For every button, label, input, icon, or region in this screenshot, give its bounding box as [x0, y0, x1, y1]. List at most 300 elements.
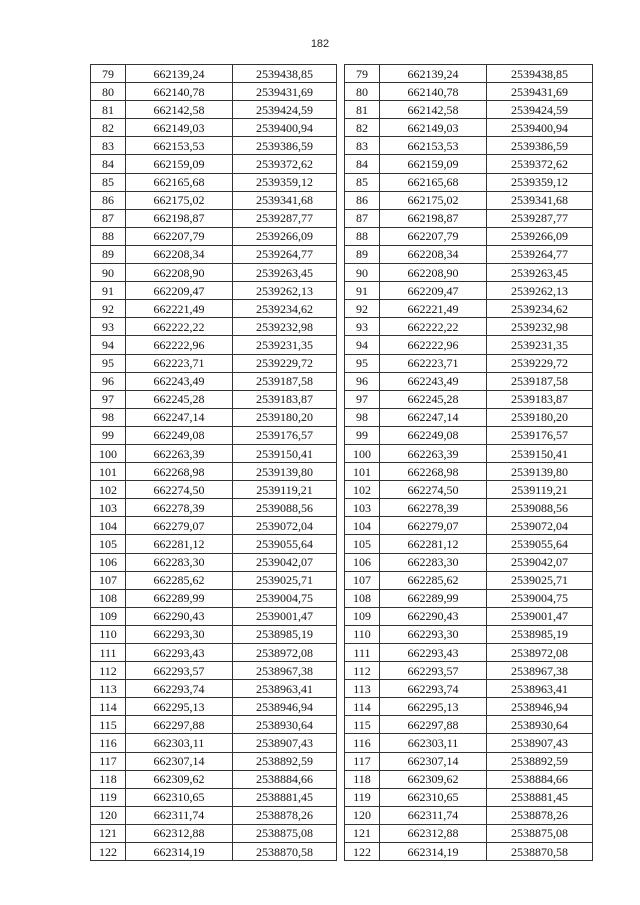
point-number-cell: 104 [91, 517, 126, 535]
table-row [345, 806, 593, 824]
y-coordinate-cell: 2539232,98 [487, 318, 593, 336]
y-coordinate-cell: 2538907,43 [487, 734, 593, 752]
x-coordinate-cell: 662295,13 [126, 698, 233, 716]
x-coordinate-cell: 662245,28 [126, 390, 233, 408]
y-coordinate-cell: 2538878,26 [233, 806, 337, 824]
point-number-cell: 101 [91, 463, 126, 481]
table-row [91, 119, 337, 137]
y-coordinate-cell: 2539088,56 [233, 499, 337, 517]
table-row [91, 209, 337, 227]
y-coordinate-cell: 2538972,08 [487, 644, 593, 662]
point-number-cell: 95 [345, 354, 380, 372]
y-coordinate-cell: 2539231,35 [487, 336, 593, 354]
y-coordinate-cell: 2539438,85 [487, 65, 593, 83]
y-coordinate-cell: 2539287,77 [487, 209, 593, 227]
point-number-cell: 92 [91, 300, 126, 318]
x-coordinate-cell: 662208,90 [380, 264, 487, 282]
table-row [91, 264, 337, 282]
point-number-cell: 122 [345, 843, 380, 861]
x-coordinate-cell: 662293,74 [380, 680, 487, 698]
x-coordinate-cell: 662263,39 [380, 444, 487, 462]
table-row [345, 119, 593, 137]
table-row [345, 770, 593, 788]
x-coordinate-cell: 662153,53 [126, 137, 233, 155]
point-number-cell: 101 [345, 463, 380, 481]
y-coordinate-cell: 2539072,04 [487, 517, 593, 535]
point-number-cell: 115 [345, 716, 380, 734]
table-row [91, 752, 337, 770]
point-number-cell: 80 [91, 83, 126, 101]
table-row [91, 137, 337, 155]
x-coordinate-cell: 662310,65 [126, 788, 233, 806]
point-number-cell: 86 [91, 191, 126, 209]
y-coordinate-cell: 2539119,21 [487, 481, 593, 499]
y-coordinate-cell: 2539232,98 [233, 318, 337, 336]
y-coordinate-cell: 2539341,68 [233, 191, 337, 209]
table-row [91, 824, 337, 842]
x-coordinate-cell: 662307,14 [126, 752, 233, 770]
x-coordinate-cell: 662297,88 [126, 716, 233, 734]
table-row [91, 300, 337, 318]
y-coordinate-cell: 2539001,47 [487, 607, 593, 625]
point-number-cell: 117 [91, 752, 126, 770]
table-row [345, 680, 593, 698]
y-coordinate-cell: 2539088,56 [487, 499, 593, 517]
x-coordinate-cell: 662295,13 [380, 698, 487, 716]
y-coordinate-cell: 2539139,80 [487, 463, 593, 481]
point-number-cell: 98 [91, 408, 126, 426]
x-coordinate-cell: 662303,11 [380, 734, 487, 752]
y-coordinate-cell: 2539234,62 [233, 300, 337, 318]
x-coordinate-cell: 662314,19 [126, 843, 233, 861]
point-number-cell: 99 [91, 426, 126, 444]
x-coordinate-cell: 662293,57 [126, 662, 233, 680]
x-coordinate-cell: 662293,43 [380, 644, 487, 662]
table-row [91, 101, 337, 119]
y-coordinate-cell: 2539438,85 [233, 65, 337, 83]
y-coordinate-cell: 2538946,94 [487, 698, 593, 716]
point-number-cell: 112 [91, 662, 126, 680]
y-coordinate-cell: 2538881,45 [233, 788, 337, 806]
point-number-cell: 104 [345, 517, 380, 535]
table-row [91, 571, 337, 589]
point-number-cell: 93 [345, 318, 380, 336]
point-number-cell: 83 [91, 137, 126, 155]
table-row [345, 824, 593, 842]
y-coordinate-cell: 2538870,58 [487, 843, 593, 861]
x-coordinate-cell: 662222,22 [126, 318, 233, 336]
x-coordinate-cell: 662149,03 [380, 119, 487, 137]
point-number-cell: 90 [345, 264, 380, 282]
point-number-cell: 118 [345, 770, 380, 788]
point-number-cell: 102 [345, 481, 380, 499]
point-number-cell: 100 [91, 444, 126, 462]
table-row [345, 65, 593, 83]
table-row [345, 282, 593, 300]
point-number-cell: 96 [345, 372, 380, 390]
point-number-cell: 94 [91, 336, 126, 354]
table-row [91, 463, 337, 481]
point-number-cell: 83 [345, 137, 380, 155]
table-row [345, 698, 593, 716]
x-coordinate-cell: 662311,74 [380, 806, 487, 824]
x-coordinate-cell: 662208,34 [126, 245, 233, 263]
y-coordinate-cell: 2538946,94 [233, 698, 337, 716]
x-coordinate-cell: 662307,14 [380, 752, 487, 770]
x-coordinate-cell: 662278,39 [126, 499, 233, 517]
y-coordinate-cell: 2539183,87 [487, 390, 593, 408]
x-coordinate-cell: 662303,11 [126, 734, 233, 752]
table-row [345, 607, 593, 625]
table-row [91, 770, 337, 788]
table-row [345, 408, 593, 426]
point-number-cell: 89 [91, 245, 126, 263]
x-coordinate-cell: 662247,14 [380, 408, 487, 426]
coordinates-table-left [90, 64, 337, 861]
x-coordinate-cell: 662309,62 [380, 770, 487, 788]
point-number-cell: 118 [91, 770, 126, 788]
x-coordinate-cell: 662312,88 [126, 824, 233, 842]
y-coordinate-cell: 2539263,45 [233, 264, 337, 282]
point-number-cell: 103 [345, 499, 380, 517]
point-number-cell: 115 [91, 716, 126, 734]
table-row [345, 444, 593, 462]
table-row [91, 390, 337, 408]
x-coordinate-cell: 662247,14 [126, 408, 233, 426]
y-coordinate-cell: 2539424,59 [233, 101, 337, 119]
point-number-cell: 80 [345, 83, 380, 101]
table-row [91, 716, 337, 734]
table-row [345, 481, 593, 499]
y-coordinate-cell: 2539263,45 [487, 264, 593, 282]
y-coordinate-cell: 2539400,94 [487, 119, 593, 137]
point-number-cell: 106 [345, 553, 380, 571]
x-coordinate-cell: 662175,02 [126, 191, 233, 209]
point-number-cell: 88 [91, 227, 126, 245]
x-coordinate-cell: 662290,43 [126, 607, 233, 625]
table-row [345, 499, 593, 517]
x-coordinate-cell: 662283,30 [126, 553, 233, 571]
x-coordinate-cell: 662245,28 [380, 390, 487, 408]
table-row [345, 589, 593, 607]
y-coordinate-cell: 2539264,77 [233, 245, 337, 263]
point-number-cell: 84 [91, 155, 126, 173]
x-coordinate-cell: 662309,62 [126, 770, 233, 788]
y-coordinate-cell: 2539042,07 [233, 553, 337, 571]
x-coordinate-cell: 662153,53 [380, 137, 487, 155]
x-coordinate-cell: 662209,47 [380, 282, 487, 300]
point-number-cell: 100 [345, 444, 380, 462]
point-number-cell: 102 [91, 481, 126, 499]
point-number-cell: 116 [345, 734, 380, 752]
table-row [91, 426, 337, 444]
table-row [345, 300, 593, 318]
table-row [91, 499, 337, 517]
point-number-cell: 113 [91, 680, 126, 698]
x-coordinate-cell: 662139,24 [380, 65, 487, 83]
point-number-cell: 117 [345, 752, 380, 770]
x-coordinate-cell: 662281,12 [126, 535, 233, 553]
table-row [91, 83, 337, 101]
y-coordinate-cell: 2538892,59 [487, 752, 593, 770]
table-row [91, 481, 337, 499]
y-coordinate-cell: 2539359,12 [487, 173, 593, 191]
y-coordinate-cell: 2538884,66 [487, 770, 593, 788]
x-coordinate-cell: 662285,62 [126, 571, 233, 589]
y-coordinate-cell: 2539372,62 [487, 155, 593, 173]
point-number-cell: 97 [91, 390, 126, 408]
point-number-cell: 105 [345, 535, 380, 553]
y-coordinate-cell: 2539001,47 [233, 607, 337, 625]
y-coordinate-cell: 2539176,57 [487, 426, 593, 444]
table-row [91, 517, 337, 535]
table-row [91, 698, 337, 716]
x-coordinate-cell: 662274,50 [380, 481, 487, 499]
table-row [345, 788, 593, 806]
y-coordinate-cell: 2539359,12 [233, 173, 337, 191]
table-row [345, 101, 593, 119]
point-number-cell: 107 [345, 571, 380, 589]
y-coordinate-cell: 2538985,19 [233, 625, 337, 643]
y-coordinate-cell: 2538930,64 [233, 716, 337, 734]
point-number-cell: 120 [345, 806, 380, 824]
x-coordinate-cell: 662310,65 [380, 788, 487, 806]
point-number-cell: 106 [91, 553, 126, 571]
y-coordinate-cell: 2539139,80 [233, 463, 337, 481]
y-coordinate-cell: 2539231,35 [233, 336, 337, 354]
y-coordinate-cell: 2539176,57 [233, 426, 337, 444]
point-number-cell: 107 [91, 571, 126, 589]
table-row [91, 553, 337, 571]
point-number-cell: 87 [345, 209, 380, 227]
point-number-cell: 84 [345, 155, 380, 173]
y-coordinate-cell: 2539386,59 [487, 137, 593, 155]
point-number-cell: 112 [345, 662, 380, 680]
table-row [345, 191, 593, 209]
point-number-cell: 81 [345, 101, 380, 119]
table-row [91, 589, 337, 607]
y-coordinate-cell: 2538963,41 [487, 680, 593, 698]
x-coordinate-cell: 662263,39 [126, 444, 233, 462]
table-row [345, 517, 593, 535]
table-row [91, 191, 337, 209]
table-row [345, 209, 593, 227]
point-number-cell: 119 [91, 788, 126, 806]
table-row [345, 155, 593, 173]
y-coordinate-cell: 2539266,09 [487, 227, 593, 245]
y-coordinate-cell: 2538881,45 [487, 788, 593, 806]
table-row [345, 843, 593, 861]
y-coordinate-cell: 2538907,43 [233, 734, 337, 752]
point-number-cell: 113 [345, 680, 380, 698]
x-coordinate-cell: 662175,02 [380, 191, 487, 209]
table-row [345, 426, 593, 444]
x-coordinate-cell: 662140,78 [126, 83, 233, 101]
x-coordinate-cell: 662281,12 [380, 535, 487, 553]
y-coordinate-cell: 2538967,38 [487, 662, 593, 680]
x-coordinate-cell: 662274,50 [126, 481, 233, 499]
x-coordinate-cell: 662293,43 [126, 644, 233, 662]
point-number-cell: 109 [91, 607, 126, 625]
point-number-cell: 103 [91, 499, 126, 517]
table-row [345, 354, 593, 372]
coordinates-table-right [344, 64, 593, 861]
point-number-cell: 105 [91, 535, 126, 553]
point-number-cell: 95 [91, 354, 126, 372]
y-coordinate-cell: 2538875,08 [233, 824, 337, 842]
y-coordinate-cell: 2539400,94 [233, 119, 337, 137]
y-coordinate-cell: 2539025,71 [233, 571, 337, 589]
table-row [91, 843, 337, 861]
x-coordinate-cell: 662279,07 [126, 517, 233, 535]
table-row [345, 734, 593, 752]
x-coordinate-cell: 662140,78 [380, 83, 487, 101]
table-row [91, 680, 337, 698]
point-number-cell: 108 [91, 589, 126, 607]
point-number-cell: 99 [345, 426, 380, 444]
point-number-cell: 121 [345, 824, 380, 842]
x-coordinate-cell: 662314,19 [380, 843, 487, 861]
y-coordinate-cell: 2539287,77 [233, 209, 337, 227]
x-coordinate-cell: 662165,68 [126, 173, 233, 191]
x-coordinate-cell: 662268,98 [126, 463, 233, 481]
y-coordinate-cell: 2539180,20 [487, 408, 593, 426]
y-coordinate-cell: 2539150,41 [233, 444, 337, 462]
x-coordinate-cell: 662142,58 [126, 101, 233, 119]
table-row [91, 282, 337, 300]
y-coordinate-cell: 2539341,68 [487, 191, 593, 209]
point-number-cell: 121 [91, 824, 126, 842]
y-coordinate-cell: 2539004,75 [487, 589, 593, 607]
table-row [91, 625, 337, 643]
y-coordinate-cell: 2538930,64 [487, 716, 593, 734]
x-coordinate-cell: 662297,88 [380, 716, 487, 734]
point-number-cell: 86 [345, 191, 380, 209]
table-row [345, 390, 593, 408]
table-row [345, 137, 593, 155]
table-row [345, 463, 593, 481]
point-number-cell: 108 [345, 589, 380, 607]
x-coordinate-cell: 662159,09 [380, 155, 487, 173]
x-coordinate-cell: 662159,09 [126, 155, 233, 173]
y-coordinate-cell: 2539266,09 [233, 227, 337, 245]
y-coordinate-cell: 2538875,08 [487, 824, 593, 842]
point-number-cell: 87 [91, 209, 126, 227]
x-coordinate-cell: 662223,71 [380, 354, 487, 372]
y-coordinate-cell: 2539187,58 [487, 372, 593, 390]
x-coordinate-cell: 662311,74 [126, 806, 233, 824]
point-number-cell: 91 [345, 282, 380, 300]
table-row [345, 318, 593, 336]
x-coordinate-cell: 662207,79 [126, 227, 233, 245]
point-number-cell: 116 [91, 734, 126, 752]
x-coordinate-cell: 662243,49 [126, 372, 233, 390]
y-coordinate-cell: 2539055,64 [233, 535, 337, 553]
y-coordinate-cell: 2538884,66 [233, 770, 337, 788]
table-row [345, 571, 593, 589]
point-number-cell: 122 [91, 843, 126, 861]
x-coordinate-cell: 662208,90 [126, 264, 233, 282]
x-coordinate-cell: 662198,87 [380, 209, 487, 227]
point-number-cell: 79 [345, 65, 380, 83]
point-number-cell: 79 [91, 65, 126, 83]
x-coordinate-cell: 662249,08 [126, 426, 233, 444]
point-number-cell: 94 [345, 336, 380, 354]
table-row [345, 535, 593, 553]
x-coordinate-cell: 662209,47 [126, 282, 233, 300]
point-number-cell: 114 [91, 698, 126, 716]
table-row [91, 318, 337, 336]
y-coordinate-cell: 2538985,19 [487, 625, 593, 643]
table-row [91, 354, 337, 372]
x-coordinate-cell: 662293,57 [380, 662, 487, 680]
table-row [91, 734, 337, 752]
y-coordinate-cell: 2539234,62 [487, 300, 593, 318]
y-coordinate-cell: 2539229,72 [233, 354, 337, 372]
y-coordinate-cell: 2539262,13 [487, 282, 593, 300]
table-row [345, 372, 593, 390]
y-coordinate-cell: 2538892,59 [233, 752, 337, 770]
x-coordinate-cell: 662221,49 [380, 300, 487, 318]
x-coordinate-cell: 662283,30 [380, 553, 487, 571]
x-coordinate-cell: 662139,24 [126, 65, 233, 83]
point-number-cell: 97 [345, 390, 380, 408]
y-coordinate-cell: 2538967,38 [233, 662, 337, 680]
point-number-cell: 114 [345, 698, 380, 716]
table-row [91, 372, 337, 390]
table-row [345, 336, 593, 354]
point-number-cell: 109 [345, 607, 380, 625]
point-number-cell: 96 [91, 372, 126, 390]
point-number-cell: 85 [91, 173, 126, 191]
y-coordinate-cell: 2539055,64 [487, 535, 593, 553]
point-number-cell: 90 [91, 264, 126, 282]
page-number: 182 [310, 38, 330, 50]
table-row [345, 245, 593, 263]
table-row [345, 83, 593, 101]
x-coordinate-cell: 662243,49 [380, 372, 487, 390]
x-coordinate-cell: 662222,22 [380, 318, 487, 336]
y-coordinate-cell: 2539072,04 [233, 517, 337, 535]
table-row [91, 245, 337, 263]
x-coordinate-cell: 662221,49 [126, 300, 233, 318]
table-row [345, 173, 593, 191]
x-coordinate-cell: 662290,43 [380, 607, 487, 625]
y-coordinate-cell: 2539424,59 [487, 101, 593, 119]
table-row [91, 607, 337, 625]
x-coordinate-cell: 662142,58 [380, 101, 487, 119]
table-row [91, 173, 337, 191]
y-coordinate-cell: 2539042,07 [487, 553, 593, 571]
table-row [91, 336, 337, 354]
x-coordinate-cell: 662268,98 [380, 463, 487, 481]
table-row [345, 553, 593, 571]
y-coordinate-cell: 2538963,41 [233, 680, 337, 698]
table-row [91, 535, 337, 553]
x-coordinate-cell: 662165,68 [380, 173, 487, 191]
y-coordinate-cell: 2539386,59 [233, 137, 337, 155]
x-coordinate-cell: 662289,99 [126, 589, 233, 607]
x-coordinate-cell: 662278,39 [380, 499, 487, 517]
x-coordinate-cell: 662289,99 [380, 589, 487, 607]
table-row [345, 227, 593, 245]
x-coordinate-cell: 662293,74 [126, 680, 233, 698]
table-row [345, 644, 593, 662]
y-coordinate-cell: 2539262,13 [233, 282, 337, 300]
table-row [91, 806, 337, 824]
y-coordinate-cell: 2538878,26 [487, 806, 593, 824]
point-number-cell: 81 [91, 101, 126, 119]
